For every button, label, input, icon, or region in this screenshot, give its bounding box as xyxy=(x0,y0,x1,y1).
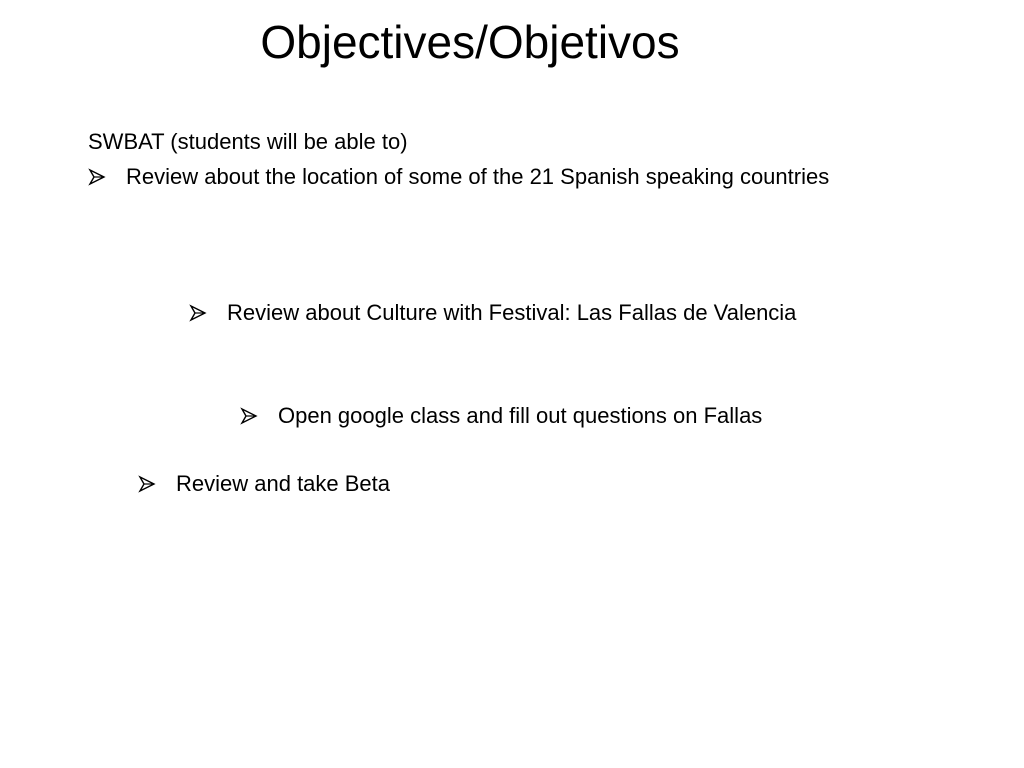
arrow-bullet-icon xyxy=(240,407,278,425)
bullet-item xyxy=(189,298,796,328)
intro-text: SWBAT (students will be able to) xyxy=(88,129,408,154)
bullet-text: Review about Culture with Festival: Las Fallas de Valencia xyxy=(227,300,797,325)
bullet-item xyxy=(240,401,762,431)
arrow-bullet-icon xyxy=(88,168,126,186)
bullet-text: Review about the location of some of the 21 Spanish speaking countries xyxy=(126,164,830,189)
bullet-text: Open google class and fill out questions on Fallas xyxy=(278,403,763,428)
arrow-bullet-icon xyxy=(189,304,227,322)
bullet-item xyxy=(88,162,829,192)
arrow-bullet-icon xyxy=(138,475,176,493)
bullet-text: Review and take Beta xyxy=(176,471,391,496)
bullet-item xyxy=(138,469,390,499)
slide-title: Objectives/Objetivos xyxy=(260,16,680,68)
